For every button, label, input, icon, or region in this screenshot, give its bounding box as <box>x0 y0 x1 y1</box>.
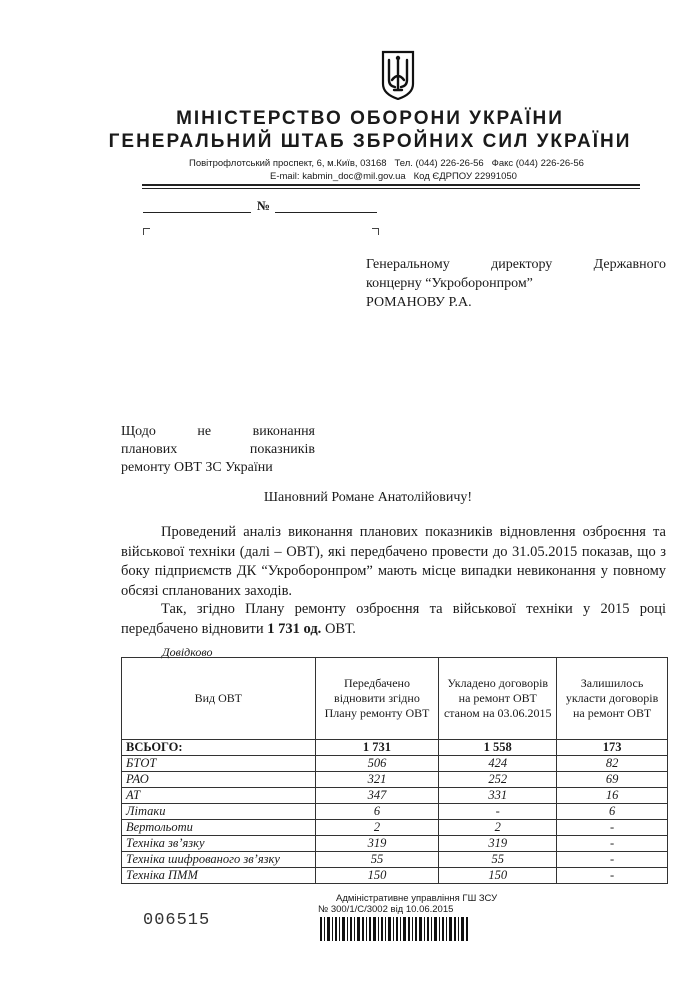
table-row <box>122 820 668 836</box>
barcode <box>320 917 468 941</box>
row-contracted: 424 <box>439 756 557 772</box>
phone: Тел. (044) 226-26-56 <box>394 158 484 169</box>
registration-number-sign: № <box>257 198 271 213</box>
addressee-name: РОМАНОВУ Р.А. <box>366 295 472 310</box>
table-row <box>122 868 668 884</box>
row-remaining: 82 <box>557 756 668 772</box>
paragraph-plan-total: 1 731 од. <box>267 620 322 637</box>
table-row <box>122 772 668 788</box>
subject-line-1: Щодо не виконання <box>121 424 315 439</box>
contact-line-2 <box>270 171 517 182</box>
header-planned: Передбачено відновити згідно Плану ремонту ОВТ <box>315 658 439 740</box>
row-remaining: 69 <box>557 772 668 788</box>
subject-block <box>121 423 315 477</box>
repair-contracts-table <box>121 657 668 884</box>
paragraph-plan <box>121 600 666 639</box>
row-remaining: - <box>557 820 668 836</box>
table-row <box>122 836 668 852</box>
row-contracted: 252 <box>439 772 557 788</box>
registration-date-line <box>143 212 251 213</box>
row-contracted: 319 <box>439 836 557 852</box>
table-row <box>122 756 668 772</box>
addressee-line-1: Генеральному директору Державного <box>366 257 666 272</box>
row-type: АТ <box>122 788 316 804</box>
table-row <box>122 804 668 820</box>
row-planned: 319 <box>315 836 439 852</box>
corner-mark-right <box>372 228 379 235</box>
header-type: Вид ОВТ <box>122 658 316 740</box>
stamp-number: № 300/1/С/3002 від 10.06.2015 <box>318 904 454 915</box>
org-name-ministry: МІНІСТЕРСТВО ОБОРОНИ УКРАЇНИ <box>176 108 564 129</box>
stamp-office: Адміністративне управління ГШ ЗСУ <box>336 893 498 904</box>
row-contracted: 150 <box>439 868 557 884</box>
total-contracted: 1 558 <box>439 740 557 756</box>
subject-line-2: планових показників <box>121 442 315 457</box>
addressee-block <box>366 255 666 312</box>
row-type: РАО <box>122 772 316 788</box>
subject-line-3: ремонту ОВТ ЗС України <box>121 460 273 475</box>
registry-code: Код ЄДРПОУ 22991050 <box>413 171 517 182</box>
row-contracted: - <box>439 804 557 820</box>
row-remaining: 6 <box>557 804 668 820</box>
corner-mark-left <box>143 228 150 235</box>
paragraph-plan-text: Так, згідно Плану ремонту озброєння та військової техніки у 2015 році передбачено відновити <box>121 601 666 637</box>
row-planned: 506 <box>315 756 439 772</box>
paragraph-analysis: Проведений аналіз виконання планових показників відновлення озброєння та військової техніки (далі – ОВТ), які передбачено провести до 31.05.2015 показав, що з боку підприємств ДК “Укроборонпром” мають місце випадки невиконання у повному обсязі спланованих заходів. <box>121 524 666 599</box>
row-remaining: - <box>557 868 668 884</box>
greeting: Шановний Романе Анатолійовичу! <box>263 490 473 505</box>
trident-emblem <box>380 50 416 100</box>
total-remaining: 173 <box>557 740 668 756</box>
row-planned: 150 <box>315 868 439 884</box>
row-type: Літаки <box>122 804 316 820</box>
total-planned: 1 731 <box>315 740 439 756</box>
row-contracted: 331 <box>439 788 557 804</box>
header-rule-thin <box>142 188 640 189</box>
address: Повітрофлотський проспект, 6, м.Київ, 03168 <box>189 158 387 169</box>
row-planned: 55 <box>315 852 439 868</box>
incoming-doc-number: 006515 <box>143 911 211 930</box>
row-remaining: - <box>557 836 668 852</box>
row-type: Техніка зв’язку <box>122 836 316 852</box>
registration-number-line <box>275 212 377 213</box>
header-remaining: Залишилось укласти договорів на ремонт ОВТ <box>557 658 668 740</box>
fax: Факс (044) 226-26-56 <box>491 158 584 169</box>
table-row <box>122 852 668 868</box>
row-planned: 2 <box>315 820 439 836</box>
row-contracted: 2 <box>439 820 557 836</box>
paragraph-plan-end: ОВТ. <box>321 620 356 637</box>
row-planned: 6 <box>315 804 439 820</box>
row-contracted: 55 <box>439 852 557 868</box>
row-type: БТОТ <box>122 756 316 772</box>
row-type: Техніка шифрованого зв’язку <box>122 852 316 868</box>
addressee-line-2: концерну “Укроборонпром” <box>366 276 533 291</box>
org-name-general-staff: ГЕНЕРАЛЬНИЙ ШТАБ ЗБРОЙНИХ СИЛ УКРАЇНИ <box>108 131 632 152</box>
row-planned: 321 <box>315 772 439 788</box>
reference-label: Довідково <box>162 645 213 659</box>
row-planned: 347 <box>315 788 439 804</box>
table-header-row <box>122 658 668 740</box>
contact-line-1 <box>189 158 584 169</box>
email: E-mail: kabmin_doc@mil.gov.ua <box>270 171 406 182</box>
row-type: Техніка ПММ <box>122 868 316 884</box>
header-contracted: Укладено договорів на ремонт ОВТ станом на 03.06.2015 <box>439 658 557 740</box>
table-row <box>122 788 668 804</box>
header-rule-thick <box>142 184 640 186</box>
row-remaining: - <box>557 852 668 868</box>
registration-stamp <box>318 893 497 915</box>
table-total-row <box>122 740 668 756</box>
row-type: Вертольоти <box>122 820 316 836</box>
total-label: ВСЬОГО: <box>122 740 316 756</box>
row-remaining: 16 <box>557 788 668 804</box>
